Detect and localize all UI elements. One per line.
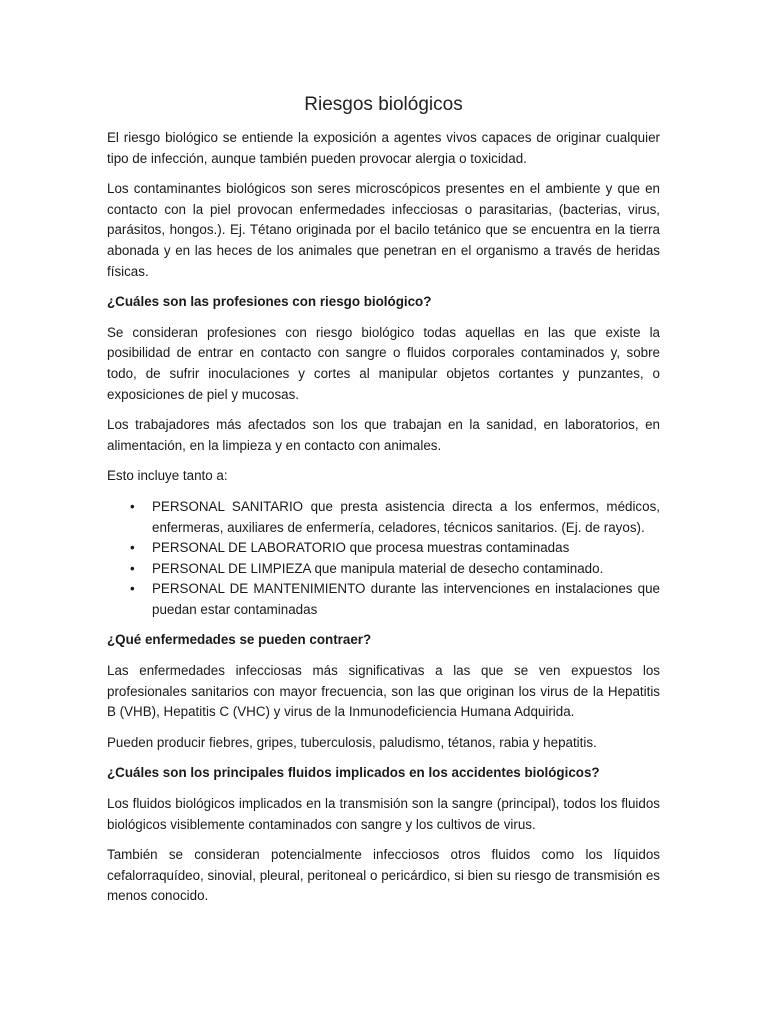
list-item [130, 538, 660, 559]
paragraph-definition: El riesgo biológico se entiende la exposición a agentes vivos capaces de originar cualquier tipo de infección, aunque también pueden provocar alergia o toxicidad. [107, 130, 660, 166]
heading-professions: ¿Cuáles son las profesiones con riesgo biológico? [107, 294, 432, 310]
page-title: Riesgos biológicos [304, 94, 463, 115]
paragraph-diseases: Las enfermedades infecciosas más significativas a las que se ven expuestos los profesionales sanitarios con mayor frecuencia, son las que originan los virus de la Hepatitis B (VHB), Hepatitis C (VHC) y virus de la Inmunodeficiencia Humana Adquirida. [107, 663, 660, 720]
paragraph-fluids: Los fluidos biológicos implicados en la transmisión son la sangre (principal), todos los fluidos biológicos visiblemente contaminados con sangre y los cultivos de virus. [107, 796, 660, 832]
personnel-list [107, 497, 660, 621]
bullet-icon: • [130, 540, 135, 556]
list-item [130, 497, 660, 538]
bullet-icon: • [130, 581, 135, 597]
list-item-text: PERSONAL DE LABORATORIO que procesa muestras contaminadas [152, 540, 570, 556]
list-item [130, 579, 660, 620]
paragraph-symptoms: Pueden producir fiebres, gripes, tuberculosis, paludismo, tétanos, rabia y hepatitis. [107, 734, 597, 750]
list-item-text: PERSONAL DE LIMPIEZA que manipula material de desecho contaminado. [152, 560, 604, 576]
paragraph-includes: Esto incluye tanto a: [107, 468, 228, 484]
heading-diseases: ¿Qué enfermedades se pueden contraer? [107, 632, 372, 648]
bullet-icon: • [130, 560, 135, 576]
paragraph-professions: Se consideran profesiones con riesgo biológico todas aquellas en las que existe la posibilidad de entrar en contacto con sangre o fluidos corporales contaminados y, sobre todo, de sufrir inoculaciones y cortes al manipular objetos cortantes y punzantes, o exposiciones de piel y mucosas. [107, 324, 660, 402]
bullet-icon: • [130, 498, 135, 514]
document-page [107, 92, 660, 917]
paragraph-affected-workers: Los trabajadores más afectados son los que trabajan en la sanidad, en laboratorios, en alimentación, en la limpieza y en contacto con animales. [107, 417, 660, 453]
list-item [130, 559, 660, 580]
paragraph-other-fluids: También se consideran potencialmente infecciosos otros fluidos como los líquidos cefalorraquídeo, sinovial, pleural, peritoneal o pericárdico, si bien su riesgo de transmisión es menos conocido. [107, 847, 660, 904]
list-item-text: PERSONAL SANITARIO que presta asistencia directa a los enfermos, médicos, enfermeras, auxiliares de enfermería, celadores, técnicos sanitarios. (Ej. de rayos). [152, 498, 660, 535]
paragraph-contaminants: Los contaminantes biológicos son seres microscópicos presentes en el ambiente y que en contacto con la piel provocan enfermedades infecciosas o parasitarias, (bacterias, virus, parásitos, hongos.). Ej. Tétano originada por el bacilo tetánico que se encuentra en la tierra abonada y en las heces de los animales que penetran en el organismo a través de heridas físicas. [107, 181, 660, 279]
heading-fluids: ¿Cuáles son los principales fluidos implicados en los accidentes biológicos? [107, 765, 600, 781]
list-item-text: PERSONAL DE MANTENIMIENTO durante las intervenciones en instalaciones que puedan estar contaminadas [152, 581, 660, 617]
